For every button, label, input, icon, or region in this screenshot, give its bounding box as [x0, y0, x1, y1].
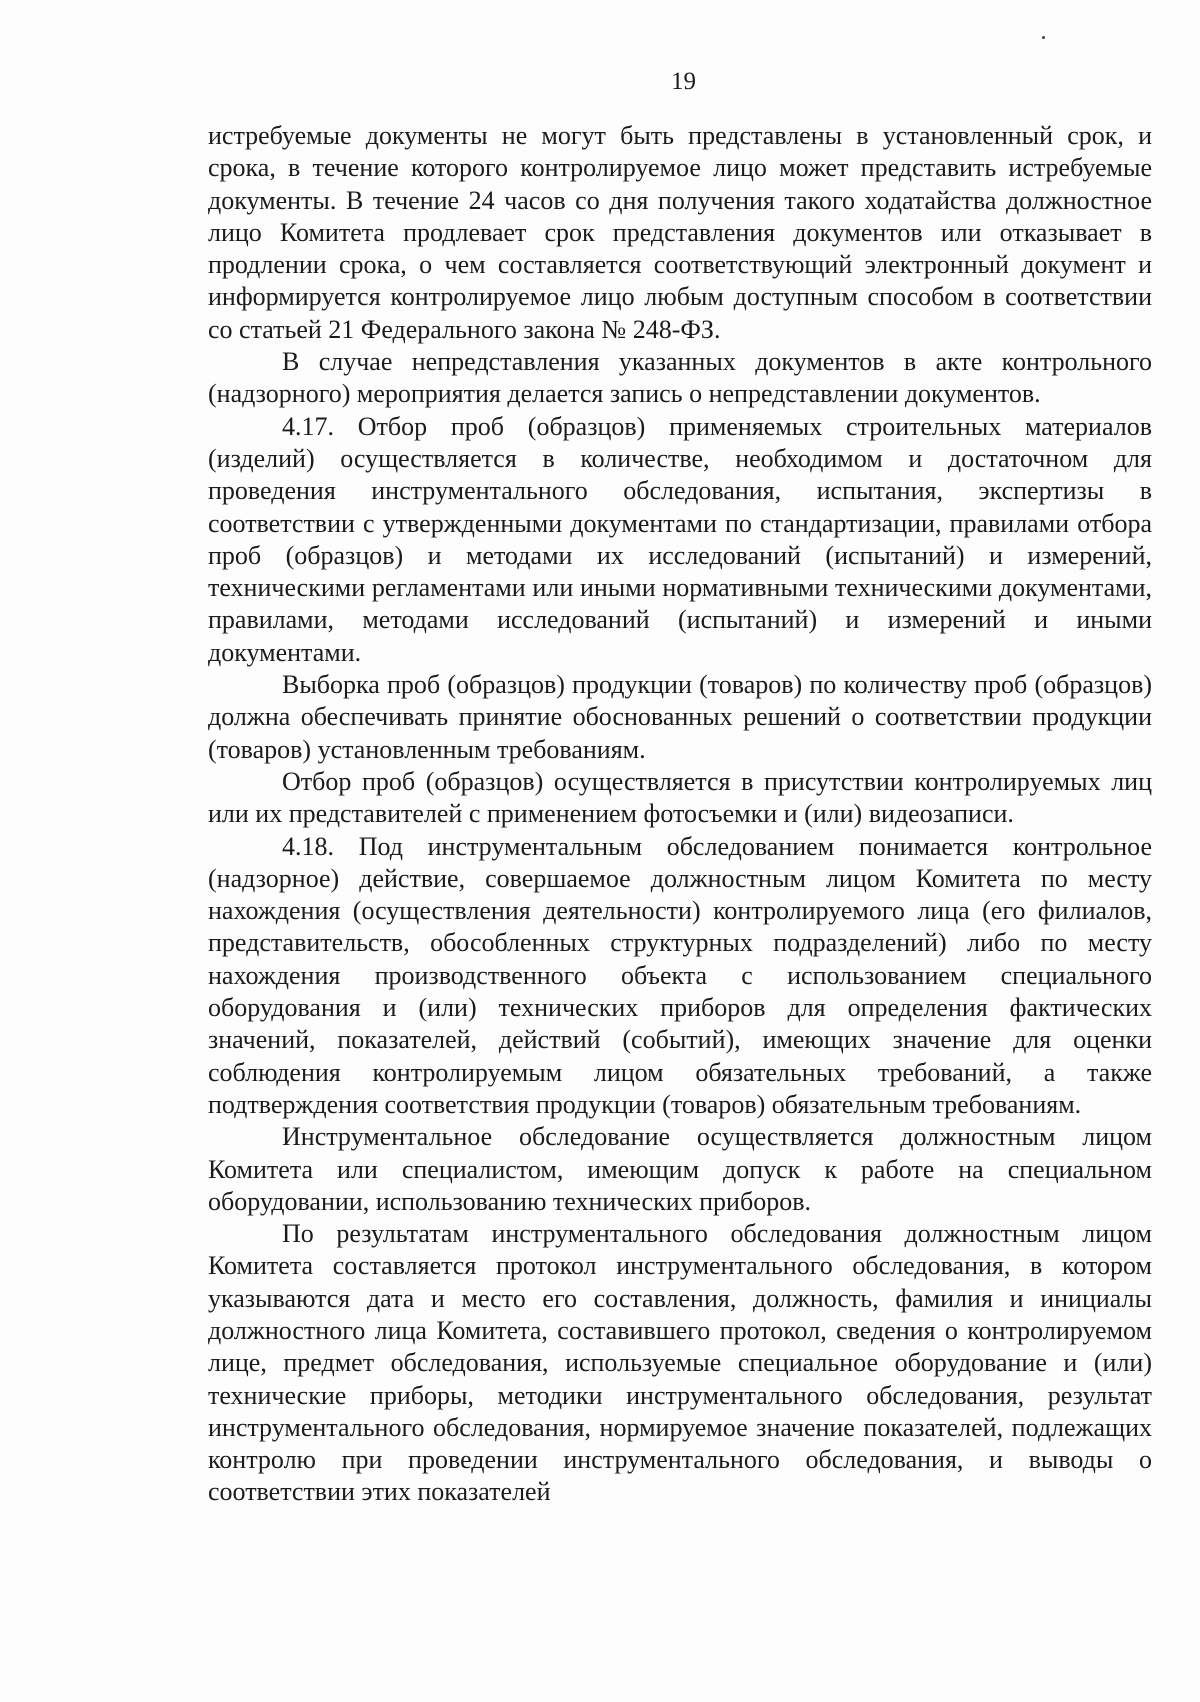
paragraph-sample-presence: Отбор проб (образцов) осуществляется в присутствии контролируемых лиц или их представителей с применением фотосъемки и (или) видеозаписи.	[208, 766, 1152, 829]
scan-speck	[1042, 36, 1045, 39]
paragraph-instrumental-specialist: Инструментальное обследование осуществляется должностным лицом Комитета или специалистом, имеющим допуск к работе на специальном оборудовании, использованию технических приборов.	[208, 1122, 1152, 1216]
paragraph-missing-documents: В случае непредставления указанных документов в акте контрольного (надзорного) мероприятия делается запись о непредставлении документов.	[208, 347, 1152, 409]
paragraph-4-17: 4.17. Отбор проб (образцов) применяемых строительных материалов (изделий) осуществляется в количестве, необходимом и достаточном для проведения инструментального обследования, испытания, экспертизы в соответствии с утвержденными документами по стандартизации, правилами отбора проб (образцов) и методами их исследований (испытаний) и измерений, техническими регламентами или иными нормативными техническими документами, правилами, методами исследований (испытаний) и измерений и иными документами.	[208, 411, 1152, 667]
paragraph-sample-selection: Выборка проб (образцов) продукции (товаров) по количеству проб (образцов) должна обеспечивать принятие обоснованных решений о соответствии продукции (товаров) установленным требованиям.	[208, 670, 1152, 764]
paragraph-4-18: 4.18. Под инструментальным обследованием понимается контрольное (надзорное) действие, совершаемое должностным лицом Комитета по месту нахождения (осуществления деятельности) контролируемого лица (его филиалов, представительств, обособленных структурных подразделений) либо по месту нахождения производственного объекта с использованием специального оборудования и (или) технических приборов для определения фактических значений, показателей, действий (событий), имеющих значение для оценки соблюдения контролируемым лицом обязательных требований, а также подтверждения соответствия продукции (товаров) обязательным требованиям.	[208, 831, 1152, 1119]
paragraph-continuation: истребуемые документы не могут быть представлены в установленный срок, и срока, в течение которого контролируемое лицо может представить истребуемые документы. В течение 24 часов со дня получения такого ходатайства должностное лицо Комитета продлевает срок представления документов или отказывает в продлении срока, о чем составляется соответствующий электронный документ и информируется контролируемое лицо любым доступным способом в соответствии со статьей 21 Федерального закона № 248-ФЗ.	[208, 121, 1152, 344]
page-number: 19	[671, 68, 696, 95]
paragraph-protocol: По результатам инструментального обследования должностным лицом Комитета составляется протокол инструментального обследования, в котором указываются дата и место его составления, должность, фамилия и инициалы должностного лица Комитета, составившего протокол, сведения о контролируемом лице, предмет обследования, используемые специальное оборудование и (или) технические приборы, методики инструментального обследования, результат инструментального обследования, нормируемое значение показателей, подлежащих контролю при проведении инструментального обследования, и выводы о соответствии этих показателей	[208, 1219, 1152, 1507]
body-text	[208, 120, 1152, 1509]
